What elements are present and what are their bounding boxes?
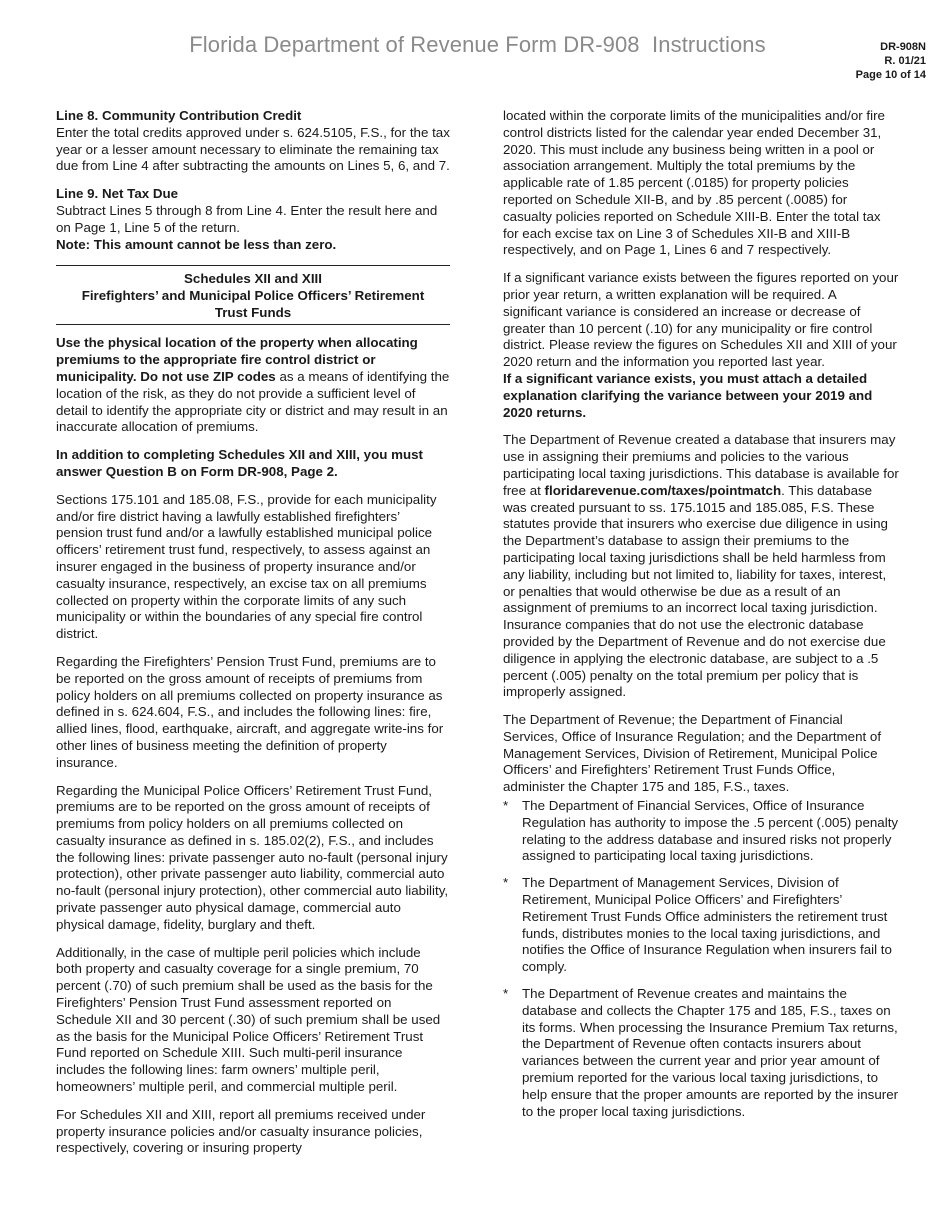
form-meta <box>856 40 926 82</box>
bullet-text: The Department of Financial Services, Office of Insurance Regulation has authority to impose the .5 percent (.005) penalty relating to the address database and insured risks not properly assigned to participating local taxing jurisdictions. <box>522 798 899 864</box>
sections-paragraph: Sections 175.101 and 185.08, F.S., provide for each municipality and/or fire district having a lawfully established firefighters’ pension trust fund and/or a lawfully established municipal police officers’ retirement trust fund, respectively, to assess against an insurer engaged in the business of property insurance and/or casualty insurance, respectively, an excise tax on all premiums collected on property within the corporate limits of any such municipality or within the boundaries of any special fire control district. <box>56 491 437 642</box>
line9-heading: Line 9. Net Tax Due <box>56 186 179 202</box>
line9-section <box>56 186 450 253</box>
page-number: Page 10 of 14 <box>855 69 926 81</box>
variance-text: If a significant variance exists between the figures reported on your prior year return, a written explanation will be required. A significant variance is considered an increase or decrease of greater than 10 percent (.10) for any municipality or fire control district. Please review the figures on Schedules XII and XIII of your 2020 return and the information you reported last year. <box>503 270 899 370</box>
firefighters-paragraph: Regarding the Firefighters’ Pension Trust Fund, premiums are to be reported on the gross amount of receipts of premiums from policy holders on all premiums collected on property insurance as defined in s. 624.604, F.S., and includes the following lines: fire, allied lines, flood, earthquake, aircraft, and aggregate write-ins for other lines of business meeting the definition of property insurance. <box>56 653 444 770</box>
agencies-paragraph: The Department of Revenue; the Department of Financial Services, Office of Insurance Regulation; and the Department of Management Services, Division of Retirement, Municipal Police Officers’ and Firefighters’ Retirement Trust Funds Office, administer the Chapter 175 and 185, F.S., taxes. <box>503 712 882 795</box>
left-column <box>56 108 450 1157</box>
pointmatch-link[interactable]: floridarevenue.com/taxes/pointmatch <box>544 482 782 498</box>
schedules-heading <box>56 265 450 325</box>
zip-codes-bold: ZIP codes <box>212 368 276 384</box>
line9-note: Note: This amount cannot be less than zero. <box>56 236 337 252</box>
database-paragraph <box>503 432 899 701</box>
agency-bullet-list <box>503 798 899 1120</box>
line9-body: Subtract Lines 5 through 8 from Line 4. Enter the result here and on Page 1, Line 5 of the return. <box>56 202 438 235</box>
page-title: Florida Department of Revenue Form DR-908 Instructions <box>189 32 766 57</box>
physical-location-bold: Use the physical location of the property when allocating premiums to the appropriate fire control district or municipality. Do not use <box>56 335 418 384</box>
list-item <box>503 986 899 1120</box>
form-id: DR-908N <box>880 41 926 53</box>
schedules-heading-line2: Firefighters’ and Municipal Police Officers’ Retirement <box>81 288 425 304</box>
right-column <box>503 108 899 1130</box>
line8-heading: Line 8. Community Contribution Credit <box>56 108 302 123</box>
list-item <box>503 798 899 865</box>
list-item <box>503 875 899 976</box>
schedules-heading-line1: Schedules XII and XIII <box>184 271 322 287</box>
physical-location-paragraph <box>56 335 450 436</box>
bullet-star: * <box>503 798 509 814</box>
form-revision: R. 01/21 <box>884 55 926 67</box>
bullet-star: * <box>503 986 509 1002</box>
multiple-peril-paragraph: Additionally, in the case of multiple peril policies which include both property and casualty coverage for a single premium, 70 percent (.70) of such premium shall be used as the basis for the Firefighters’ Pension Trust Fund assessment reported on Schedule XII and 30 percent (.30) of such premium shall be used as the basis for the Municipal Police Officers’ Retirement Trust Fund reported on Schedule XIII. Such multi-peril insurance includes the following lines: farm owners’ multiple peril, homeowners’ multiple peril, and commercial multiple peril. <box>56 944 441 1095</box>
bullet-text: The Department of Management Services, Division of Retirement, Municipal Police Officers’ and Firefighters’ Retirement Trust Funds Office administers the retirement trust funds, distributes monies to the local taxing jurisdictions, and notifies the Office of Insurance Regulation when insurers fail to comply. <box>522 875 892 975</box>
bullet-star: * <box>503 875 509 891</box>
bullet-text: The Department of Revenue creates and maintains the database and collects the Chapter 175 and 185, F.S., taxes on its forms. When processing the Insurance Premium Tax returns, the Department of Revenue often contacts insurers about variances between the current year and prior year amount of premium reported for the various local taxing jurisdictions, to help ensure that the proper amounts are reported by the insurer to the proper local taxing jurisdictions. <box>522 986 899 1119</box>
variance-bold: If a significant variance exists, you must attach a detailed explanation clarifying the variance between your 2019 and 2020 returns. <box>503 370 873 420</box>
database-text-a: The Department of Revenue created a database that insurers may use in assigning their premiums and policies to the various participating local taxing jurisdictions. This database is available for free at <box>503 432 899 498</box>
line8-body: Enter the total credits approved under s. 624.5105, F.S., for the tax year or a lesser amount necessary to eliminate the remaining tax due from Line 4 after subtracting the amounts on Lines 5, 6, and 7. <box>56 124 450 174</box>
report-premiums-paragraph: For Schedules XII and XIII, report all premiums received under property insurance policies and/or casualty insurance policies, respectively, covering or insuring property <box>56 1106 426 1156</box>
physical-location-rest: as a means of identifying the location of the risk, as they do not provide a sufficient level of detail to identify the appropriate city or district and may result in an inaccurate allocation of premiums. <box>56 368 450 435</box>
police-paragraph: Regarding the Municipal Police Officers’ Retirement Trust Fund, premiums are to be reported on the gross amount of receipts of premiums from policy holders on all premiums collected on casualty insurance as defined in s. 185.02(2), F.S., and includes the following lines: private passenger auto no-fault (personal injury protection), other private passenger auto liability, commercial auto no-fault (personal injury protection), other commercial auto liability, private passenger auto physical damage, commercial auto physical damage, fidelity, burglary and theft. <box>56 782 449 932</box>
line8-section <box>56 108 450 175</box>
database-text-b: . This database was created pursuant to ss. 175.1015 and 185.085, F.S. These statutes provide that insurers who exercise due diligence in using the Department’s database to assign their premiums to the participating local taxing jurisdictions shall be held harmless from any liability, including but not limited to, liability for taxes, interest, or penalties that would otherwise be due as a result of an assignment of premiums to an incorrect local taxing jurisdiction. Insurance companies that do not use the electronic database provided by the Department of Revenue and do not exercise due diligence in applying the electronic database, are subject to a .5 percent (.005) penalty on the total premium per policy that is improperly assigned. <box>503 482 888 700</box>
schedules-heading-line3: Trust Funds <box>214 305 292 321</box>
variance-paragraph <box>503 270 899 421</box>
continued-paragraph: located within the corporate limits of the municipalities and/or fire control districts listed for the calendar year ended December 31, 2020. This must include any business being written in a pool or association arrangement. Multiply the total premiums by the applicable rate of 1.85 percent (.0185) for property policies reported on Schedule XII-B, and by .85 percent (.0085) for casualty policies reported on Schedule XIII-B. Enter the total tax for each excise tax on Line 3 of Schedules XII-B and XIII-B respectively, and on Page 1, Lines 6 and 7 respectively. <box>503 108 885 258</box>
question-b-paragraph: In addition to completing Schedules XII and XIII, you must answer Question B on Form DR-908, Page 2. <box>56 447 423 479</box>
